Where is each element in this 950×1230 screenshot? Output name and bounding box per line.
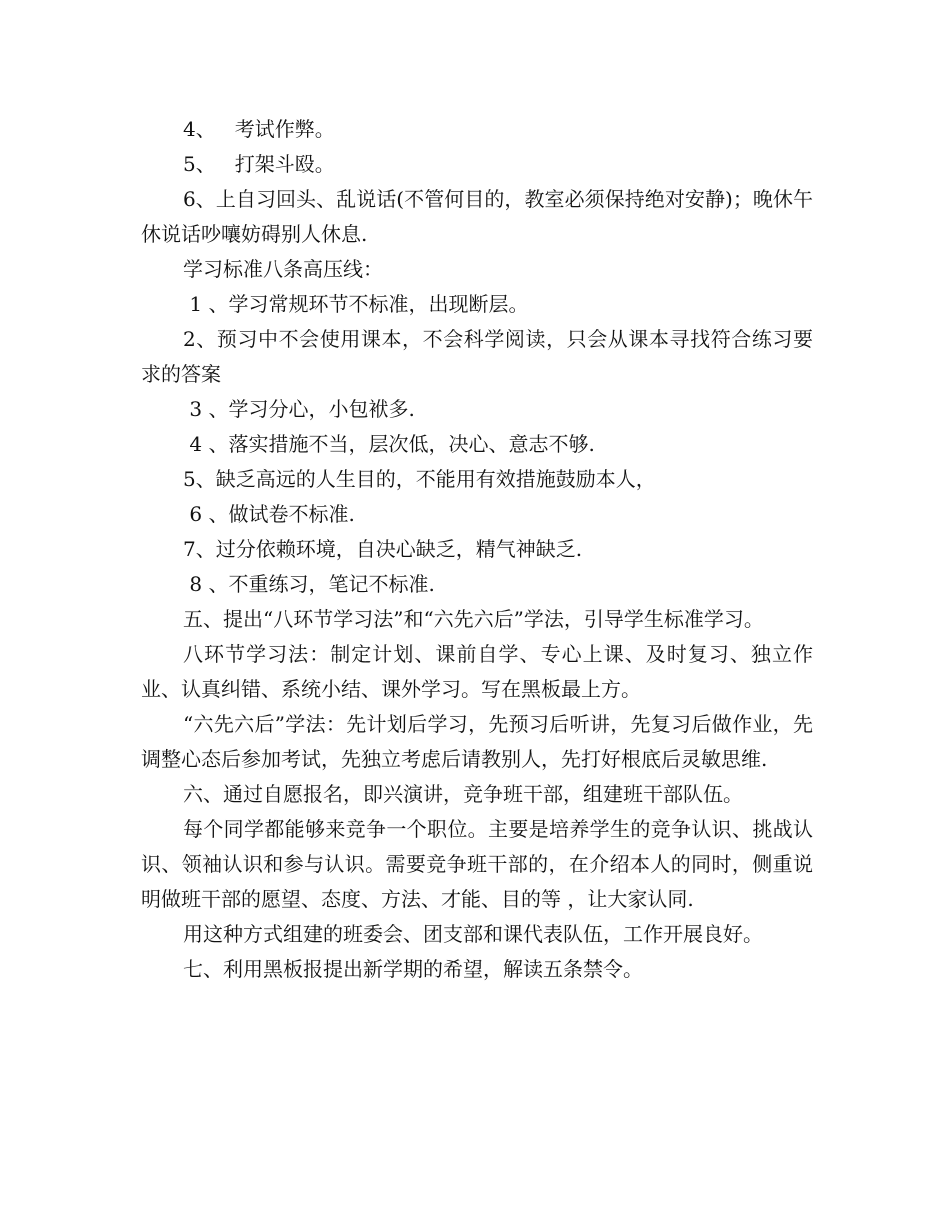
- standard-item-4: 4 、落实措施不当，层次低，决心、意志不够.: [183, 432, 595, 456]
- standard-item-1: 1 、学习常规环节不标准，出现断层。: [183, 292, 529, 316]
- six-first-six-after-paragraph: “六先六后”学法：先计划后学习，先预习后听讲，先复习后做作业，先调整心态后参加考试，先独立考虑后请教别人，先打好根底后灵敏思维.: [141, 712, 813, 771]
- eight-step-method-paragraph: 八环节学习法：制定计划、课前自学、专心上课、及时复习、独立作业、认真纠错、系统小结、课外学习。写在黑板最上方。: [141, 642, 813, 701]
- paragraph-item-6: 6、上自习回头、乱说话(不管何目的，教室必须保持绝对安静)；晚休午休说话吵嚷妨碍别人休息.: [141, 187, 813, 246]
- standard-item-6: 6 、做试卷不标准.: [183, 502, 355, 526]
- section-six-heading: 六、通过自愿报名，即兴演讲，竞争班干部，组建班干部队伍。: [183, 782, 743, 806]
- standard-item-7: 7、过分依赖环境，自决心缺乏，精气神缺乏.: [183, 537, 583, 561]
- standard-item-2: 2、预习中不会使用课本，不会科学阅读，只会从课本寻找符合练习要求的答案: [141, 327, 813, 386]
- document-body: [141, 112, 813, 987]
- standard-item-3: 3 、学习分心，小包袱多.: [183, 397, 415, 421]
- standard-item-5: 5、缺乏高远的人生目的，不能用有效措施鼓励本人，: [183, 467, 656, 491]
- competition-paragraph: 每个同学都能够来竞争一个职位。主要是培养学生的竞争认识、挑战认识、领袖认识和参与认识。需要竞争班干部的，在介绍本人的同时，侧重说明做班干部的愿望、态度、方法、才能、目的等 ，让大家认同.: [141, 817, 813, 911]
- section-heading-study-standards: 学习标准八条高压线：: [183, 257, 383, 281]
- committee-result-paragraph: 用这种方式组建的班委会、团支部和课代表队伍，工作开展良好。: [183, 922, 763, 946]
- section-seven-heading: 七、利用黑板报提出新学期的希望，解读五条禁令。: [183, 957, 643, 981]
- paragraph-item-5: 5、 打架斗殴。: [183, 152, 335, 176]
- section-five-heading: 五、提出“八环节学习法”和“六先六后”学法，引导学生标准学习。: [183, 607, 764, 631]
- paragraph-item-4: 4、 考试作弊。: [183, 117, 335, 141]
- standard-item-8: 8 、不重练习，笔记不标准.: [183, 572, 435, 596]
